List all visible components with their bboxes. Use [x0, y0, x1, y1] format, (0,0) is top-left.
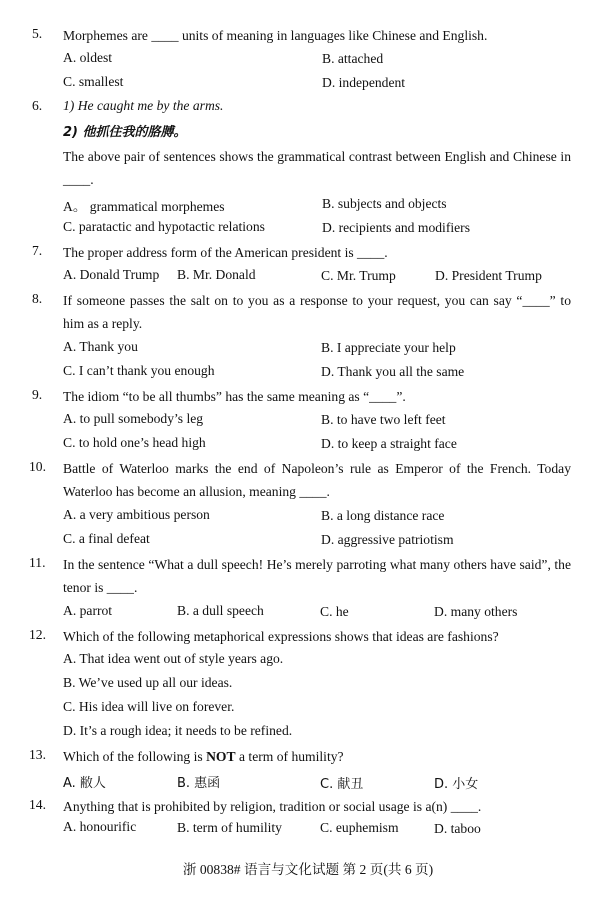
question-stem: The idiom “to be all thumbs” has the same meaning as “____”. [63, 389, 406, 404]
question-number: 14. [29, 797, 46, 812]
question-stem: The above pair of sentences shows the grammatical contrast between English and Chinese in ____. [63, 149, 571, 187]
option-b: B. a dull speech [177, 603, 264, 618]
question-stem: Anything that is prohibited by religion, tradition or social usage is a(n) ____. [63, 799, 482, 814]
option-d: D. 小女 [434, 777, 479, 792]
question-stem: Which of the following is NOT a term of humility? [63, 749, 344, 764]
question-stem: If someone passes the salt on to you as a response to your request, you can say “____” to him as a reply. [63, 293, 571, 331]
option-a: A. 敝人 [63, 776, 106, 791]
option-c: C. a final defeat [63, 531, 150, 546]
option-d: D. President Trump [435, 268, 542, 283]
option-b: B. We’ve used up all our ideas. [63, 675, 233, 690]
option-b: B. 惠函 [177, 776, 221, 791]
option-a: A. a very ambitious person [63, 507, 210, 522]
option-b: B. term of humility [177, 820, 282, 835]
option-a: A. to pull somebody’s leg [63, 411, 204, 426]
option-d: D. to keep a straight face [321, 436, 457, 451]
question-number: 13. [29, 747, 46, 762]
option-b: B. Mr. Donald [177, 267, 256, 282]
option-d: D. aggressive patriotism [321, 532, 454, 547]
option-d: D. taboo [434, 821, 481, 836]
example-sentence-english: 1) He caught me by the arms. [63, 98, 224, 113]
question-stem: Battle of Waterloo marks the end of Napoleon’s rule as Emperor of the French. Today Waterloo has become an allusion, meaning ____. [63, 461, 571, 499]
question-number: 12. [29, 627, 46, 642]
question-number: 10. [29, 459, 46, 474]
option-a: A. Thank you [63, 339, 138, 354]
option-c: C. smallest [63, 74, 124, 89]
question-number: 9. [32, 387, 43, 402]
option-d: D. Thank you all the same [321, 364, 465, 379]
option-a: A. parrot [63, 603, 113, 618]
option-d: D. recipients and modifiers [322, 220, 470, 235]
option-a: A. oldest [63, 50, 113, 65]
option-c: C. to hold one’s head high [63, 435, 206, 450]
page-footer: 浙 00838# 语言与文化试题 第 2 页(共 6 页) [182, 862, 434, 877]
question-number: 11. [29, 555, 46, 570]
option-b: B. a long distance race [321, 508, 445, 523]
option-a: A. Donald Trump [63, 267, 160, 282]
option-a: A. That idea went out of style years ago. [63, 651, 284, 666]
option-b: B. subjects and objects [322, 196, 447, 211]
question-stem: Morphemes are ____ units of meaning in languages like Chinese and English. [63, 28, 488, 43]
question-number: 5. [32, 26, 43, 41]
option-d: D. many others [434, 604, 518, 619]
option-c: C. 献丑 [320, 777, 364, 792]
emphasis-not: NOT [206, 749, 236, 764]
option-a: A. honourific [63, 819, 137, 834]
option-b: B. to have two left feet [321, 412, 446, 427]
option-d: D. It’s a rough idea; it needs to be refined. [63, 723, 293, 738]
question-stem: In the sentence “What a dull speech! He’s merely parroting what many others have said”, the tenor is ____. [63, 557, 571, 595]
question-number: 7. [32, 243, 43, 258]
option-c: C. he [320, 604, 349, 619]
question-stem: The proper address form of the American president is ____. [63, 245, 388, 260]
option-b: B. attached [322, 51, 384, 66]
option-b: B. I appreciate your help [321, 340, 456, 355]
option-a: A。 grammatical morphemes [63, 199, 225, 214]
option-c: C. I can’t thank you enough [63, 363, 215, 378]
question-number: 8. [32, 291, 43, 306]
question-number: 6. [32, 98, 43, 113]
option-c: C. euphemism [320, 820, 399, 835]
option-c: C. paratactic and hypotactic relations [63, 219, 265, 234]
example-sentence-chinese: 2) 他抓住我的胳膊。 [63, 125, 187, 140]
option-c: C. His idea will live on forever. [63, 699, 235, 714]
answer-blank: ____ [151, 28, 179, 43]
question-stem: Which of the following metaphorical expressions shows that ideas are fashions? [63, 629, 499, 644]
option-c: C. Mr. Trump [321, 268, 396, 283]
option-d: D. independent [322, 75, 406, 90]
